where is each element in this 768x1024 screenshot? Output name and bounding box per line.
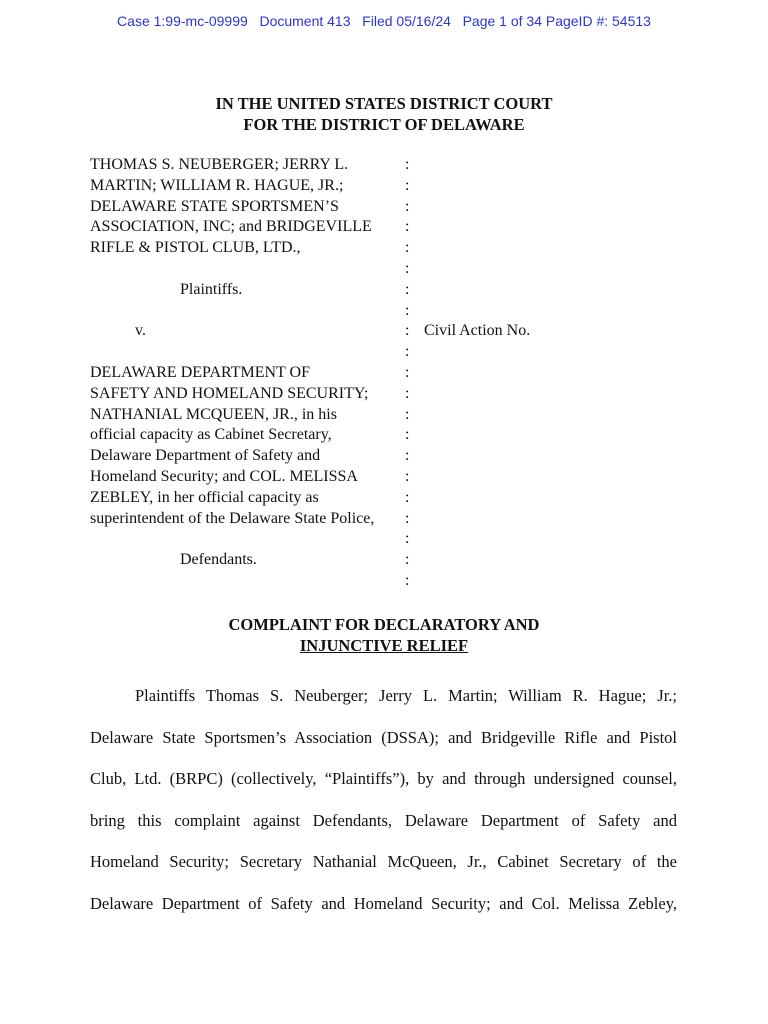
complaint-title-line-2-wrap bbox=[0, 635, 768, 656]
body-line: bring this complaint against Defendants, Delaware Department of Safety and bbox=[90, 810, 677, 830]
body-line: Club, Ltd. (BRPC) (collectively, “Plaintiffs”), by and through undersigned counsel, bbox=[90, 769, 677, 789]
caption-colon: : bbox=[405, 197, 410, 215]
caption-colon: : bbox=[405, 551, 410, 569]
caption-colon: : bbox=[405, 384, 410, 402]
caption-colon: : bbox=[405, 343, 410, 361]
body-line: Homeland Security; Secretary Nathanial McQueen, Jr., Cabinet Secretary of the bbox=[90, 852, 677, 872]
caption-colon: : bbox=[405, 426, 410, 444]
caption-party-text: MARTIN; WILLIAM R. HAGUE, JR.; bbox=[90, 176, 344, 194]
caption-colon: : bbox=[405, 280, 410, 298]
caption-colon: : bbox=[405, 322, 410, 340]
versus-label: v. bbox=[135, 322, 146, 340]
caption-colon: : bbox=[405, 509, 410, 527]
caption-party-text: THOMAS S. NEUBERGER; JERRY L. bbox=[90, 156, 349, 173]
plaintiffs-label: Plaintiffs. bbox=[180, 280, 243, 298]
caption-colon: : bbox=[405, 259, 410, 277]
caption-row bbox=[90, 342, 690, 363]
caption-party-text: DELAWARE DEPARTMENT OF bbox=[90, 363, 310, 381]
caption-row bbox=[90, 197, 690, 218]
caption-party-text: ASSOCIATION, INC; and BRIDGEVILLE bbox=[90, 218, 372, 236]
caption-row bbox=[90, 301, 690, 322]
caption-party-text: NATHANIAL MCQUEEN, JR., in his bbox=[90, 405, 337, 423]
caption-row bbox=[90, 155, 690, 176]
caption-party-text: RIFLE & PISTOL CLUB, LTD., bbox=[90, 239, 301, 257]
caption-row bbox=[90, 363, 690, 384]
caption-colon: : bbox=[405, 239, 410, 257]
caption-colon: : bbox=[405, 447, 410, 465]
caption-row bbox=[90, 467, 690, 488]
caption-row bbox=[90, 425, 690, 446]
caption-row bbox=[90, 488, 690, 509]
caption-party-text: SAFETY AND HOMELAND SECURITY; bbox=[90, 384, 369, 402]
caption-colon: : bbox=[405, 363, 410, 381]
caption-colon: : bbox=[405, 571, 410, 589]
civil-action-number: Civil Action No. bbox=[424, 322, 531, 340]
caption-row bbox=[90, 550, 690, 571]
caption-colon: : bbox=[405, 530, 410, 548]
caption-row bbox=[90, 176, 690, 197]
caption-row bbox=[90, 217, 690, 238]
caption-row bbox=[90, 238, 690, 259]
caption-colon: : bbox=[405, 301, 410, 319]
caption-party-text: Homeland Security; and COL. MELISSA bbox=[90, 467, 358, 485]
complaint-title-line-2: INJUNCTIVE RELIEF bbox=[299, 636, 469, 655]
body-line: Delaware Department of Safety and Homeland Security; and Col. Melissa Zebley, bbox=[90, 893, 677, 913]
caption-colon: : bbox=[405, 218, 410, 236]
caption-party-text: Delaware Department of Safety and bbox=[90, 447, 321, 465]
caption-colon: : bbox=[405, 176, 410, 194]
caption-colon: : bbox=[405, 156, 410, 173]
case-caption bbox=[90, 155, 690, 592]
case-header-stamp: Case 1:99-mc-09999 Document 413 Filed 05/16/24 Page 1 of 34 PageID #: 54513 bbox=[117, 13, 651, 29]
caption-row bbox=[90, 509, 690, 530]
caption-row bbox=[90, 384, 690, 405]
complaint-body bbox=[90, 675, 677, 925]
caption-row bbox=[90, 446, 690, 467]
caption-colon: : bbox=[405, 405, 410, 423]
defendants-label: Defendants. bbox=[180, 551, 257, 569]
court-name-line-1: IN THE UNITED STATES DISTRICT COURT bbox=[215, 94, 553, 113]
caption-party-text: DELAWARE STATE SPORTSMEN’S bbox=[90, 197, 339, 215]
body-line: Delaware State Sportsmen’s Association (DSSA); and Bridgeville Rifle and Pistol bbox=[90, 727, 677, 747]
caption-party-text: superintendent of the Delaware State Police, bbox=[90, 509, 375, 527]
caption-row bbox=[90, 280, 690, 301]
caption-colon: : bbox=[405, 488, 410, 506]
caption-row bbox=[90, 321, 690, 342]
caption-row bbox=[90, 529, 690, 550]
complaint-title-line-1: COMPLAINT FOR DECLARATORY AND bbox=[228, 615, 540, 634]
caption-row bbox=[90, 259, 690, 280]
caption-party-text: official capacity as Cabinet Secretary, bbox=[90, 426, 332, 444]
body-line: Plaintiffs Thomas S. Neuberger; Jerry L. Martin; William R. Hague; Jr.; bbox=[135, 686, 677, 705]
court-name-line-2: FOR THE DISTRICT OF DELAWARE bbox=[243, 115, 525, 134]
caption-party-text: ZEBLEY, in her official capacity as bbox=[90, 488, 319, 506]
caption-colon: : bbox=[405, 467, 410, 485]
caption-row bbox=[90, 405, 690, 426]
caption-row bbox=[90, 571, 690, 592]
